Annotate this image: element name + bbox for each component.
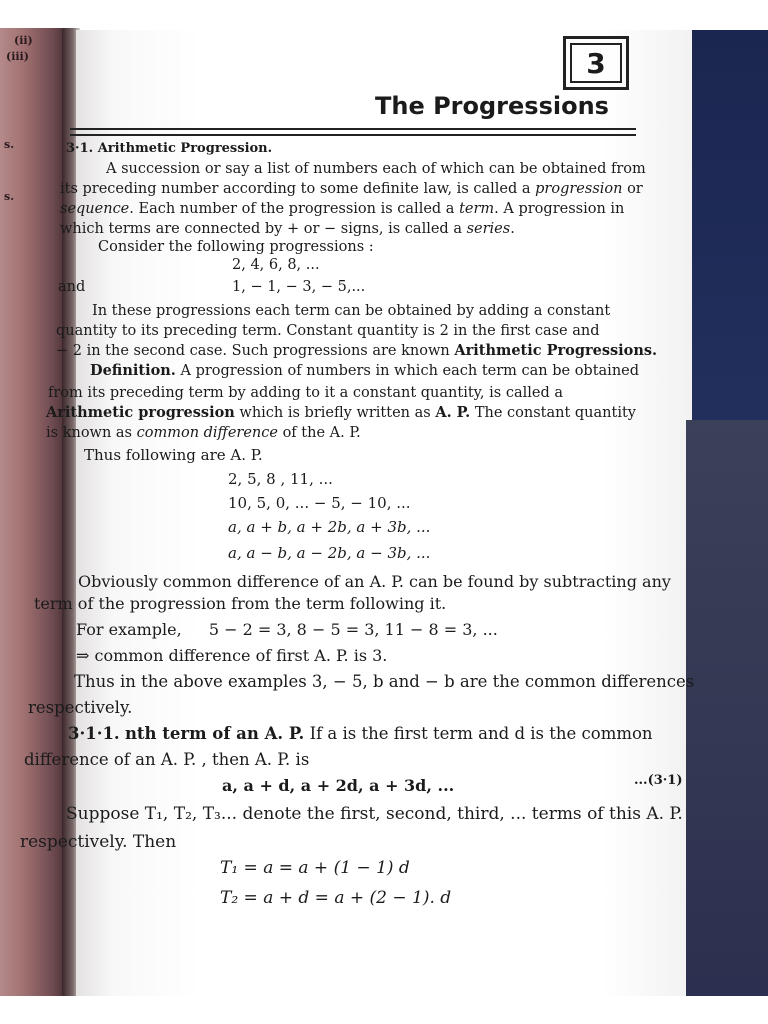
progression-example: 1, − 1, − 3, − 5,... [232, 279, 366, 295]
term-equation: T₂ = a + d = a + (2 − 1). d [220, 888, 452, 908]
text-line [56, 344, 657, 359]
term-italic: series [466, 221, 511, 237]
subsection-title: nth term of an A. P. [124, 724, 305, 743]
subsection-number: 3·1·1. [68, 724, 120, 743]
ap-example: a, a + b, a + 2b, a + 3b, ... [228, 518, 431, 536]
text-span: which is briefly written as [239, 405, 431, 421]
chapter-number-box [563, 36, 629, 90]
text-span: The constant quantity [474, 405, 636, 421]
text-line: respectively. [28, 698, 133, 717]
left-page-mark: s. [4, 190, 15, 203]
term-italic: term [459, 201, 495, 217]
text-span: of the A. P. [282, 425, 361, 441]
text-line: difference of an A. P. , then A. P. is [24, 750, 310, 769]
text-span: or [627, 181, 643, 197]
text-span: is known as [46, 425, 132, 441]
text-line: Thus in the above examples 3, − 5, b and − b are the common differences [74, 672, 695, 691]
left-page-mark: (iii) [6, 50, 29, 63]
progression-example: 2, 4, 6, 8, ... [232, 257, 320, 273]
text-line [90, 364, 639, 379]
equation: 5 − 2 = 3, 8 − 5 = 3, 11 − 8 = 3, ... [208, 620, 498, 639]
equation-number: ...(3·1) [634, 773, 683, 788]
text-line: ⇒ common difference of first A. P. is 3. [76, 646, 388, 665]
text-span: A progression of numbers in which each term can be obtained [180, 363, 640, 379]
text-line: Thus following are A. P. [84, 446, 263, 464]
text-line: from its preceding term by adding to it a constant quantity, is called a [48, 385, 563, 401]
divider-rule [70, 128, 636, 130]
term-italic: sequence [60, 201, 130, 217]
term-italic: common difference [136, 425, 278, 441]
text-line [68, 726, 653, 743]
text-line [60, 182, 643, 197]
text-line [60, 202, 624, 217]
text-span: If a is the first term and d is the common [309, 724, 653, 743]
left-page-mark: s. [4, 138, 15, 151]
section-number: 3·1. [66, 141, 94, 156]
text-line: In these progressions each term can be obtained by adding a constant [92, 303, 611, 319]
text-span: . Each number of the progression is called a [129, 201, 455, 217]
text-line: quantity to its preceding term. Constant quantity is 2 in the first case and [56, 323, 600, 339]
text-span: . [510, 221, 515, 237]
text-line [46, 426, 361, 441]
left-page-mark: (ii) [14, 34, 33, 47]
text-line [46, 406, 636, 421]
text-span: − 2 in the second case. Such progressions are known [56, 343, 450, 359]
section-title: Arithmetic Progression. [97, 141, 273, 156]
term-equation: T₁ = a = a + (1 − 1) d [220, 858, 410, 878]
text-line [60, 222, 515, 237]
definition-label: Definition. [90, 362, 176, 379]
chapter-number: 3 [570, 43, 622, 83]
term-bold: Arithmetic Progressions. [454, 342, 658, 359]
text-span: which terms are connected by + or − signs, is called a [60, 221, 462, 237]
section-heading [66, 142, 272, 155]
text-span: For example, [76, 620, 182, 639]
text-line: term of the progression from the term following it. [34, 594, 447, 613]
text-span: its preceding number according to some definite law, is called a [60, 181, 531, 197]
term-bold: Arithmetic progression [46, 404, 235, 421]
text-line: respectively. Then [20, 832, 177, 852]
sequence-formula: a, a + d, a + 2d, a + 3d, ... [222, 776, 455, 795]
chapter-title: The Progressions [375, 92, 609, 120]
text-line: and [58, 279, 86, 295]
text-line: A succession or say a list of numbers each of which can be obtained from [106, 161, 646, 177]
text-span: . A progression in [494, 201, 625, 217]
text-line [76, 622, 498, 638]
term-italic: progression [535, 181, 623, 197]
term-bold: A. P. [435, 404, 471, 421]
text-line: Obviously common difference of an A. P. can be found by subtracting any [78, 572, 671, 591]
ap-example: 10, 5, 0, ... − 5, − 10, ... [228, 494, 411, 512]
text-line: Consider the following progressions : [98, 239, 374, 255]
divider-rule [70, 134, 636, 136]
text-line: Suppose T₁, T₂, T₃... denote the first, second, third, ... terms of this A. P. [66, 804, 683, 824]
ap-example: a, a − b, a − 2b, a − 3b, ... [228, 544, 431, 562]
ap-example: 2, 5, 8 , 11, ... [228, 470, 333, 488]
